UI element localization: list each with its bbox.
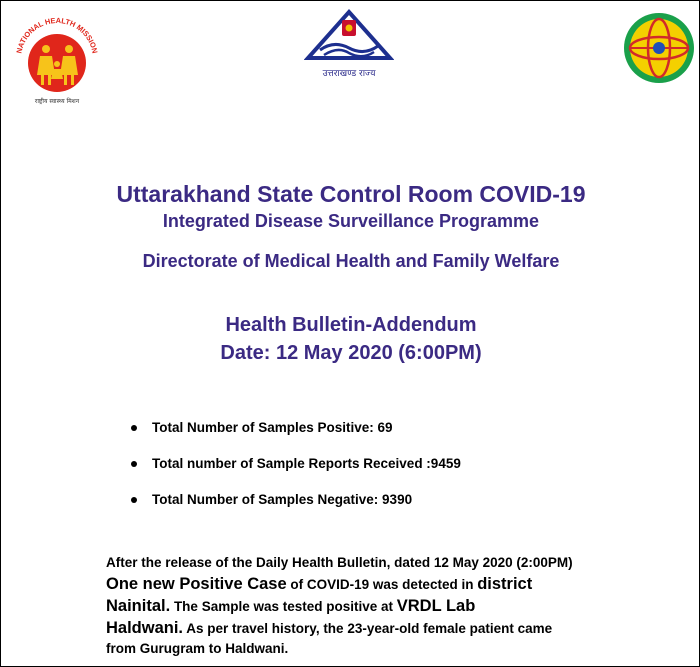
- lab-location-text: Haldwani.: [106, 619, 184, 637]
- paragraph-line-3: [106, 595, 666, 617]
- district-name-text: Nainital.: [106, 597, 171, 615]
- stat-text: Total number of Sample Reports Received :9459: [152, 456, 461, 471]
- bulletin-title: Health Bulletin-Addendum: [225, 314, 477, 336]
- paragraph-line-4: [106, 617, 666, 639]
- paragraph-text: of COVID-19 was detected in: [286, 577, 478, 592]
- paragraph-line-2: [106, 573, 666, 595]
- stat-text: Total Number of Samples Positive: 69: [152, 420, 393, 435]
- bullet-icon: [131, 461, 137, 467]
- district-text: district: [477, 575, 533, 593]
- stat-positive: [128, 419, 461, 455]
- national-health-mission-logo: [7, 9, 107, 109]
- paragraph-text: As per travel history, the 23-year-old female patient came: [183, 621, 553, 636]
- programme-subtitle: Integrated Disease Surveillance Programme: [162, 211, 540, 231]
- paragraph-text: The Sample was tested positive at: [170, 599, 397, 614]
- directorate-heading: Directorate of Medical Health and Family Welfare: [142, 251, 560, 271]
- control-room-title: Uttarakhand State Control Room COVID-19: [116, 181, 586, 207]
- bulletin-date: Date: 12 May 2020 (6:00PM): [220, 342, 482, 364]
- paragraph-line-1: After the release of the Daily Health Bulletin, dated 12 May 2020 (2:00PM): [106, 555, 573, 570]
- globe-emblem-logo: [622, 11, 696, 85]
- sample-stats-list: [128, 419, 461, 527]
- stat-received: [128, 455, 461, 491]
- case-details-paragraph: [106, 553, 666, 659]
- lab-text: VRDL Lab: [396, 597, 476, 615]
- uttarakhand-caption: उत्तराखण्ड राज्य: [322, 69, 376, 79]
- stat-text: Total Number of Samples Negative: 9390: [152, 492, 413, 507]
- stat-negative: [128, 491, 461, 527]
- bullet-icon: [131, 425, 137, 431]
- bullet-icon: [131, 497, 137, 503]
- nhm-arc-text: NATIONAL HEALTH MISSION: [14, 15, 100, 55]
- nhm-hindi-text: राष्ट्रीय स्वास्थ्य मिशन: [34, 98, 80, 105]
- paragraph-line-5: from Gurugram to Haldwani.: [106, 641, 289, 656]
- positive-case-text: One new Positive Case: [106, 575, 287, 593]
- uttarakhand-emblem-logo: [304, 8, 394, 88]
